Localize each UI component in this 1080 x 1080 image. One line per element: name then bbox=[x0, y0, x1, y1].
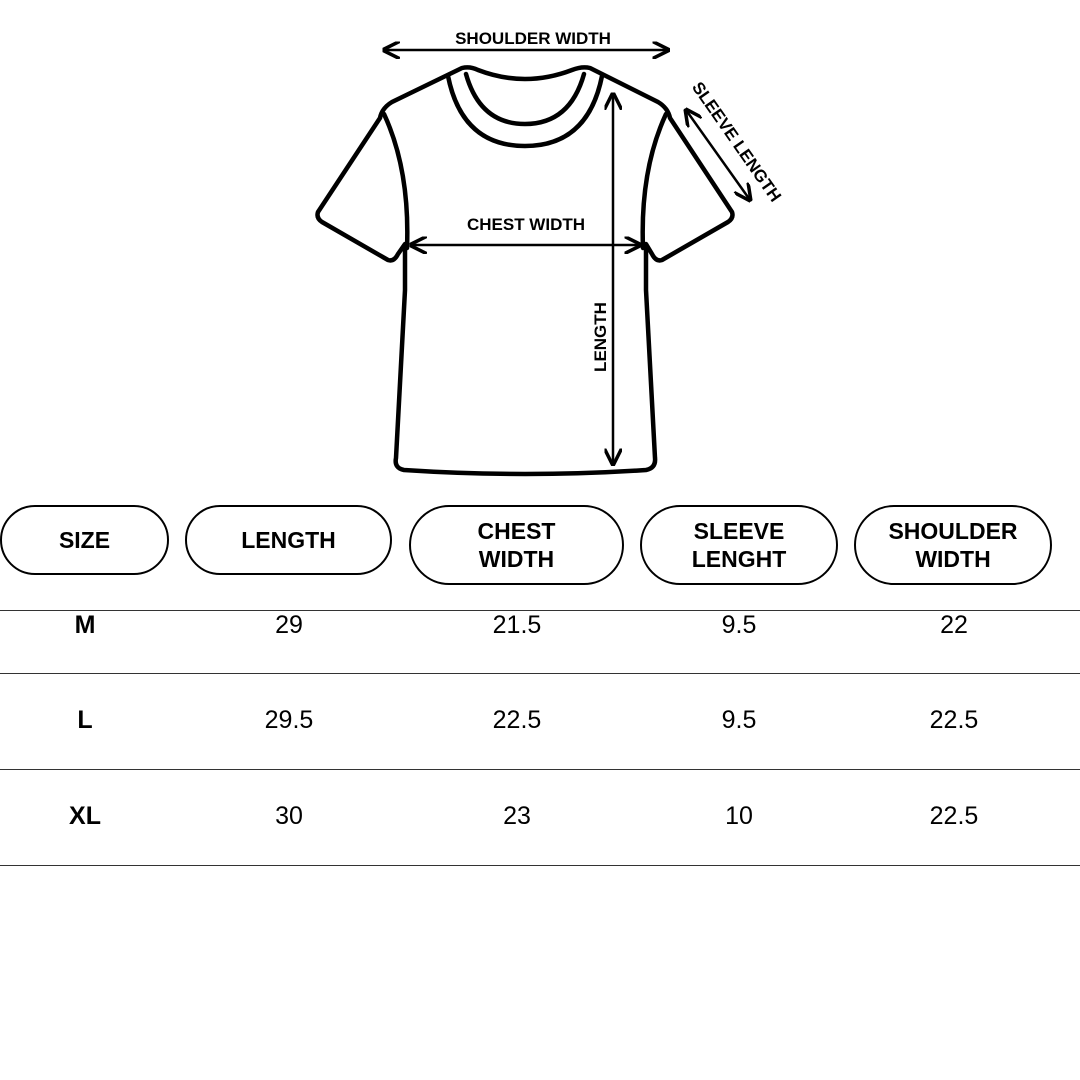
shoulder-width-cell: 22.5 bbox=[929, 802, 979, 830]
sleeve-length-cell: 9.5 bbox=[721, 611, 757, 639]
length-label: LENGTH bbox=[591, 302, 610, 372]
shoulder-width-label: SHOULDER WIDTH bbox=[455, 29, 611, 48]
chest-width-label: CHEST WIDTH bbox=[466, 215, 586, 234]
length-cell: 29.5 bbox=[264, 706, 314, 734]
chest-width-cell: 21.5 bbox=[492, 611, 542, 639]
size-cell: XL bbox=[69, 802, 101, 830]
header-sleeve-length: SLEEVE LENGHT bbox=[640, 505, 838, 585]
chest-width-cell: 22.5 bbox=[492, 706, 542, 734]
table-divider bbox=[0, 673, 1080, 674]
size-cell: M bbox=[74, 611, 96, 639]
table-divider bbox=[0, 769, 1080, 770]
tshirt-outline bbox=[318, 67, 733, 474]
tshirt-body bbox=[318, 67, 733, 474]
collar-inner bbox=[466, 74, 584, 124]
sleeve-length-label: SLEEVE LENGTH bbox=[688, 78, 785, 206]
header-length: LENGTH bbox=[185, 505, 392, 575]
size-cell: L bbox=[77, 706, 93, 734]
header-size: SIZE bbox=[0, 505, 169, 575]
measurement-arrows bbox=[384, 50, 750, 464]
shoulder-width-cell: 22.5 bbox=[929, 706, 979, 734]
shoulder-width-cell: 22 bbox=[940, 611, 968, 639]
tshirt-diagram bbox=[0, 0, 1080, 500]
right-armhole-seam bbox=[643, 114, 666, 248]
header-chest-width: CHEST WIDTH bbox=[409, 505, 624, 585]
length-cell: 29 bbox=[275, 611, 303, 639]
header-shoulder-width: SHOULDER WIDTH bbox=[854, 505, 1052, 585]
table-divider bbox=[0, 865, 1080, 866]
sleeve-length-cell: 10 bbox=[725, 802, 753, 830]
length-cell: 30 bbox=[275, 802, 303, 830]
left-armhole-seam bbox=[384, 114, 407, 248]
sleeve-length-cell: 9.5 bbox=[721, 706, 757, 734]
chest-width-cell: 23 bbox=[503, 802, 531, 830]
